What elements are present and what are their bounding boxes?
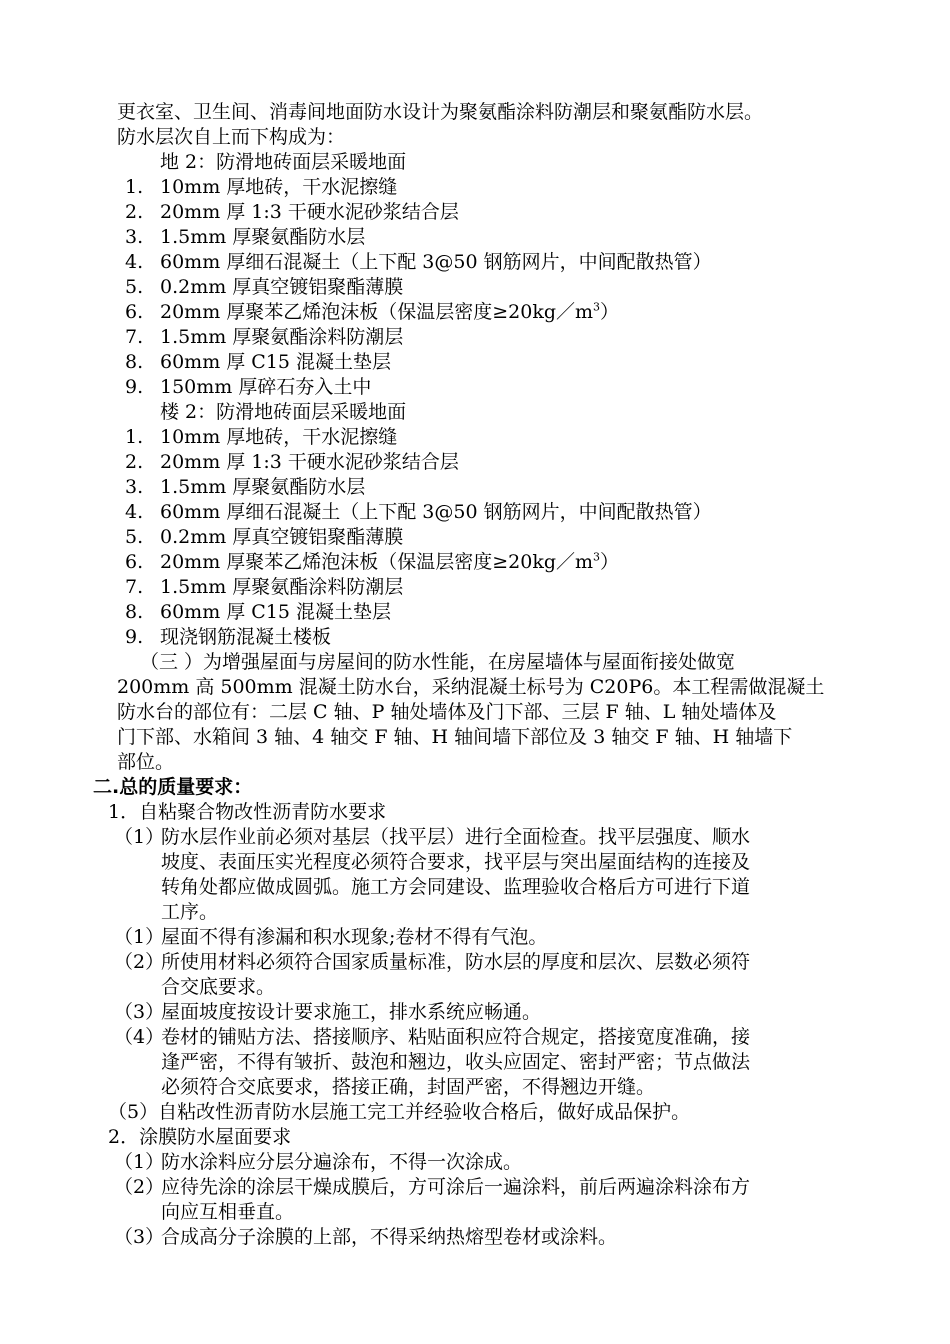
list-item: 0.2mm 厚真空镀铝聚酯薄膜 xyxy=(160,526,404,548)
para3-line-3: 防水台的部位有：二层 C 轴、P 轴处墙体及门下部、三层 F 轴、L 轴处墙体及 xyxy=(117,701,777,723)
list-number: 5. xyxy=(125,526,144,548)
list-item: 1.5mm 厚聚氨酯涂料防潮层 xyxy=(160,326,404,348)
list-number: 4. xyxy=(125,501,144,523)
list-number: （1） xyxy=(114,826,165,848)
list-item: 20mm 厚 1:3 干硬水泥砂浆结合层 xyxy=(160,201,459,223)
para3-line-5: 部位。 xyxy=(117,751,175,773)
list-number: （1） xyxy=(114,1151,165,1173)
sub1-heading: 1．自粘聚合物改性沥青防水要求 xyxy=(108,801,387,823)
para3-line-1: （三 ）为增强屋面与房屋间的防水性能，在房屋墙体与屋面衔接处做宽 xyxy=(140,651,736,673)
list-number: （4） xyxy=(114,1026,165,1048)
list-number: （2） xyxy=(114,951,165,973)
para3-line-2: 200mm 高 500mm 混凝土防水台，采纳混凝土标号为 C20P6。本工程需做混凝土 xyxy=(117,676,825,698)
list-item: 150mm 厚碎石夯入土中 xyxy=(160,376,372,398)
list-item: 卷材的铺贴方法、搭接顺序、粘贴面积应符合规定，搭接宽度准确，接 xyxy=(161,1026,751,1048)
list-number: （3） xyxy=(114,1001,165,1023)
section2-heading: 二.总的质量要求： xyxy=(93,776,253,798)
intro-line-1: 更衣室、卫生间、消毒间地面防水设计为聚氨酯涂料防潮层和聚氨酯防水层。 xyxy=(117,101,764,123)
list-item: （5）自粘改性沥青防水层施工完工并经验收合格后，做好成品保护。 xyxy=(108,1101,691,1123)
list-item: 60mm 厚细石混凝土（上下配 3@50 钢筋网片，中间配散热管） xyxy=(160,251,712,273)
list-item-cont: 工序。 xyxy=(161,901,219,923)
list-number: 4. xyxy=(125,251,144,273)
list-number: 1. xyxy=(125,176,144,198)
list-item: 60mm 厚 C15 混凝土垫层 xyxy=(160,601,392,623)
list-item: 屋面不得有渗漏和积水现象;卷材不得有气泡。 xyxy=(161,926,548,948)
list-item: 所使用材料必须符合国家质量标准，防水层的厚度和层次、层数必须符 xyxy=(161,951,751,973)
list-item: 20mm 厚聚苯乙烯泡沫板（保温层密度$\ge 20kg/m^3$） xyxy=(160,300,620,323)
list-number: 9. xyxy=(125,626,144,648)
list-item: 10mm 厚地砖，干水泥擦缝 xyxy=(160,426,398,448)
list-item-cont: 逢严密，不得有皱折、鼓泡和翘边，收头应固定、密封严密；节点做法 xyxy=(161,1051,751,1073)
list-number: 6. xyxy=(125,301,144,323)
list-item: 屋面坡度按设计要求施工，排水系统应畅通。 xyxy=(161,1001,542,1023)
list-item: 10mm 厚地砖，干水泥擦缝 xyxy=(160,176,398,198)
list-number: （2） xyxy=(114,1176,165,1198)
list-number: 8. xyxy=(125,601,144,623)
list-item: 1.5mm 厚聚氨酯防水层 xyxy=(160,226,366,248)
list-item: 现浇钢筋混凝土楼板 xyxy=(160,626,332,648)
list-number: 2. xyxy=(125,201,144,223)
list-number: 8. xyxy=(125,351,144,373)
lou2-title: 楼 2：防滑地砖面层采暖地面 xyxy=(160,401,407,423)
list-number: 7. xyxy=(125,576,144,598)
list-item: 合成高分子涂膜的上部，不得采纳热熔型卷材或涂料。 xyxy=(161,1226,618,1248)
list-item: 60mm 厚 C15 混凝土垫层 xyxy=(160,351,392,373)
list-item: 防水层作业前必须对基层（找平层）进行全面检查。找平层强度、顺水 xyxy=(161,826,751,848)
list-item-cont: 坡度、表面压实光程度必须符合要求，找平层与突出屋面结构的连接及 xyxy=(161,851,751,873)
list-item: 0.2mm 厚真空镀铝聚酯薄膜 xyxy=(160,276,404,298)
list-item: 防水涂料应分层分遍涂布，不得一次涂成。 xyxy=(161,1151,523,1173)
list-item: 60mm 厚细石混凝土（上下配 3@50 钢筋网片，中间配散热管） xyxy=(160,501,712,523)
list-number: 2. xyxy=(125,451,144,473)
list-item: 20mm 厚聚苯乙烯泡沫板（保温层密度$\ge 20kg/m^3$） xyxy=(160,550,620,573)
list-item-cont: 向应互相垂直。 xyxy=(161,1201,295,1223)
floor2-title: 地 2：防滑地砖面层采暖地面 xyxy=(160,151,407,173)
list-number: 7. xyxy=(125,326,144,348)
list-item: 1.5mm 厚聚氨酯防水层 xyxy=(160,476,366,498)
list-number: 9. xyxy=(125,376,144,398)
sub2-heading: 2．涂膜防水屋面要求 xyxy=(108,1126,292,1148)
list-item: 应待先涂的涂层干燥成膜后，方可涂后一遍涂料，前后两遍涂料涂布方 xyxy=(161,1176,751,1198)
list-item: 1.5mm 厚聚氨酯涂料防潮层 xyxy=(160,576,404,598)
list-number: 3. xyxy=(125,226,144,248)
list-item: 20mm 厚 1:3 干硬水泥砂浆结合层 xyxy=(160,451,459,473)
list-number: 1. xyxy=(125,426,144,448)
list-number: （3） xyxy=(114,1226,165,1248)
para3-line-4: 门下部、水箱间 3 轴、4 轴交 F 轴、H 轴间墙下部位及 3 轴交 F 轴、H 轴墙下 xyxy=(117,726,793,748)
list-item-cont: 合交底要求。 xyxy=(161,976,276,998)
list-number: （1） xyxy=(114,926,165,948)
intro-line-2: 防水层次自上而下构成为： xyxy=(117,126,346,148)
list-number: 6. xyxy=(125,551,144,573)
list-item-cont: 必须符合交底要求，搭接正确，封固严密，不得翘边开缝。 xyxy=(161,1076,656,1098)
list-number: 5. xyxy=(125,276,144,298)
list-number: 3. xyxy=(125,476,144,498)
list-item-cont: 转角处都应做成圆弧。施工方会同建设、监理验收合格后方可进行下道 xyxy=(161,876,751,898)
